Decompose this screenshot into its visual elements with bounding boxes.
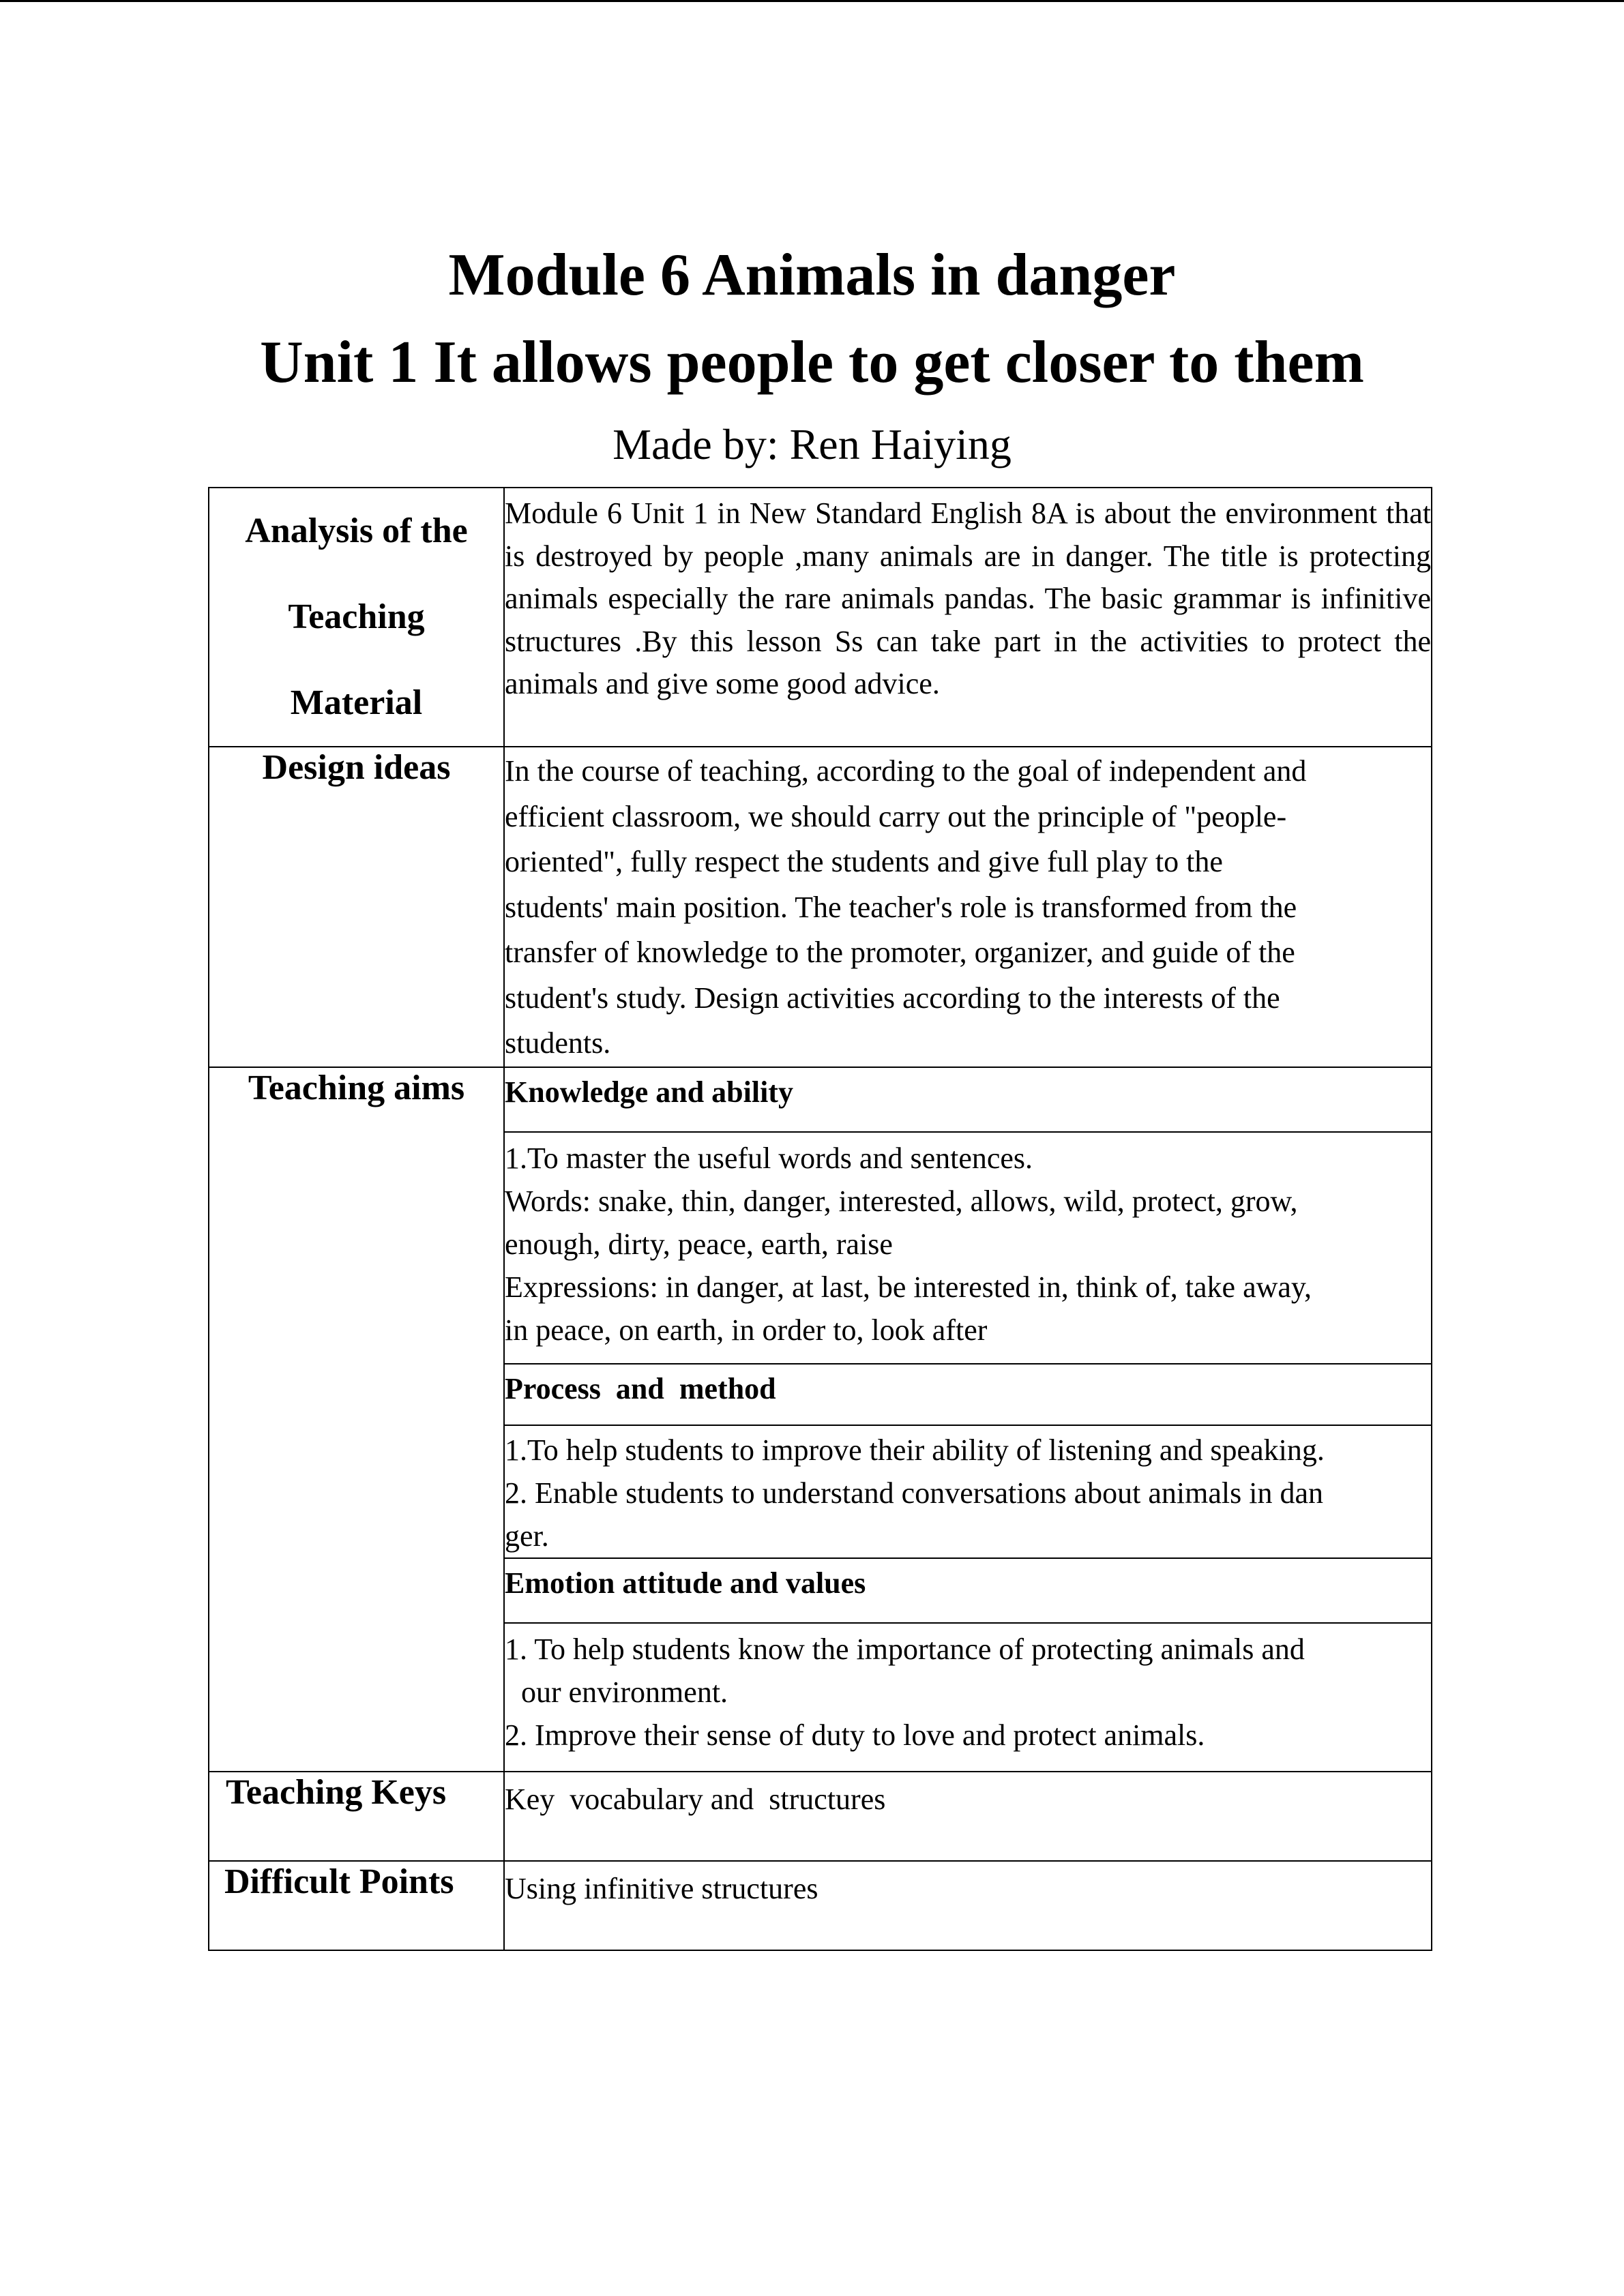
process-line: 1.To help students to improve their ability of listening and speaking. [505,1433,1325,1467]
knowledge-line: in peace, on earth, in order to, look after [505,1313,988,1347]
design-line: student's study. Design activities according to the interests of the [505,981,1280,1015]
document-title: Module 6 Animals in danger [448,242,1176,308]
knowledge-heading: Knowledge and ability [504,1067,1432,1132]
document-subtitle: Unit 1 It allows people to get closer to them [260,329,1364,396]
process-heading: Process and method [504,1364,1432,1425]
knowledge-line: enough, dirty, peace, earth, raise [505,1227,893,1261]
author-line: Made by: Ren Haiying [612,420,1012,468]
design-line: students. [505,1026,611,1060]
row-difficult-points [209,1861,1432,1950]
emotion-line: 2. Improve their sense of duty to love and protect animals. [505,1718,1205,1752]
knowledge-line: Words: snake, thin, danger, interested, allows, wild, protect, grow, [505,1184,1298,1218]
emotion-line: 1. To help students know the importance of protecting animals and [505,1632,1305,1666]
design-line: students' main position. The teacher's role is transformed from the [505,890,1297,924]
emotion-line: our environment. [521,1675,728,1709]
process-line: ger. [505,1519,549,1553]
teaching-keys-text: Key vocabulary and structures [504,1772,1432,1861]
knowledge-line: Expressions: in danger, at last, be interested in, think of, take away, [505,1270,1312,1304]
label-design: Design ideas [209,747,504,1067]
design-line: In the course of teaching, according to the goal of independent and [505,754,1307,788]
design-line: oriented", fully respect the students and give full play to the [505,845,1223,878]
row-design [209,747,1432,1067]
design-line: transfer of knowledge to the promoter, organizer, and guide of the [505,936,1295,969]
label-teaching-aims: Teaching aims [209,1067,504,1772]
label-teaching-keys: Teaching Keys [209,1772,504,1861]
process-text [504,1425,1432,1558]
label-analysis-line: Analysis of the [245,511,468,550]
emotion-text [504,1623,1432,1772]
emotion-heading: Emotion attitude and values [504,1558,1432,1623]
row-analysis [209,488,1432,747]
process-line: 2. Enable students to understand conversations about animals in dan [505,1476,1323,1510]
knowledge-text [504,1132,1432,1364]
label-analysis [209,488,504,747]
label-analysis-line: Material [290,683,423,722]
row-aims-knowledge-heading [209,1067,1432,1132]
difficult-points-text: Using infinitive structures [504,1861,1432,1950]
knowledge-line: 1.To master the useful words and sentences. [505,1141,1033,1175]
analysis-text: Module 6 Unit 1 in New Standard English 8A is about the environment that is destroyed by people ,many animals are in danger. The title is protecting animals especially the rare animals pandas. The basic grammar is infinitive structures .By this lesson Ss can take part in the activities to protect the animals and give some good advice. [504,488,1432,747]
lesson-plan-table [208,487,1432,1951]
label-difficult-points: Difficult Points [209,1861,504,1950]
design-text [504,747,1432,1067]
top-border-line [0,0,1624,2]
design-line: efficient classroom, we should carry out the principle of "people- [505,799,1287,833]
label-analysis-line: Teaching [288,597,425,636]
row-teaching-keys [209,1772,1432,1861]
